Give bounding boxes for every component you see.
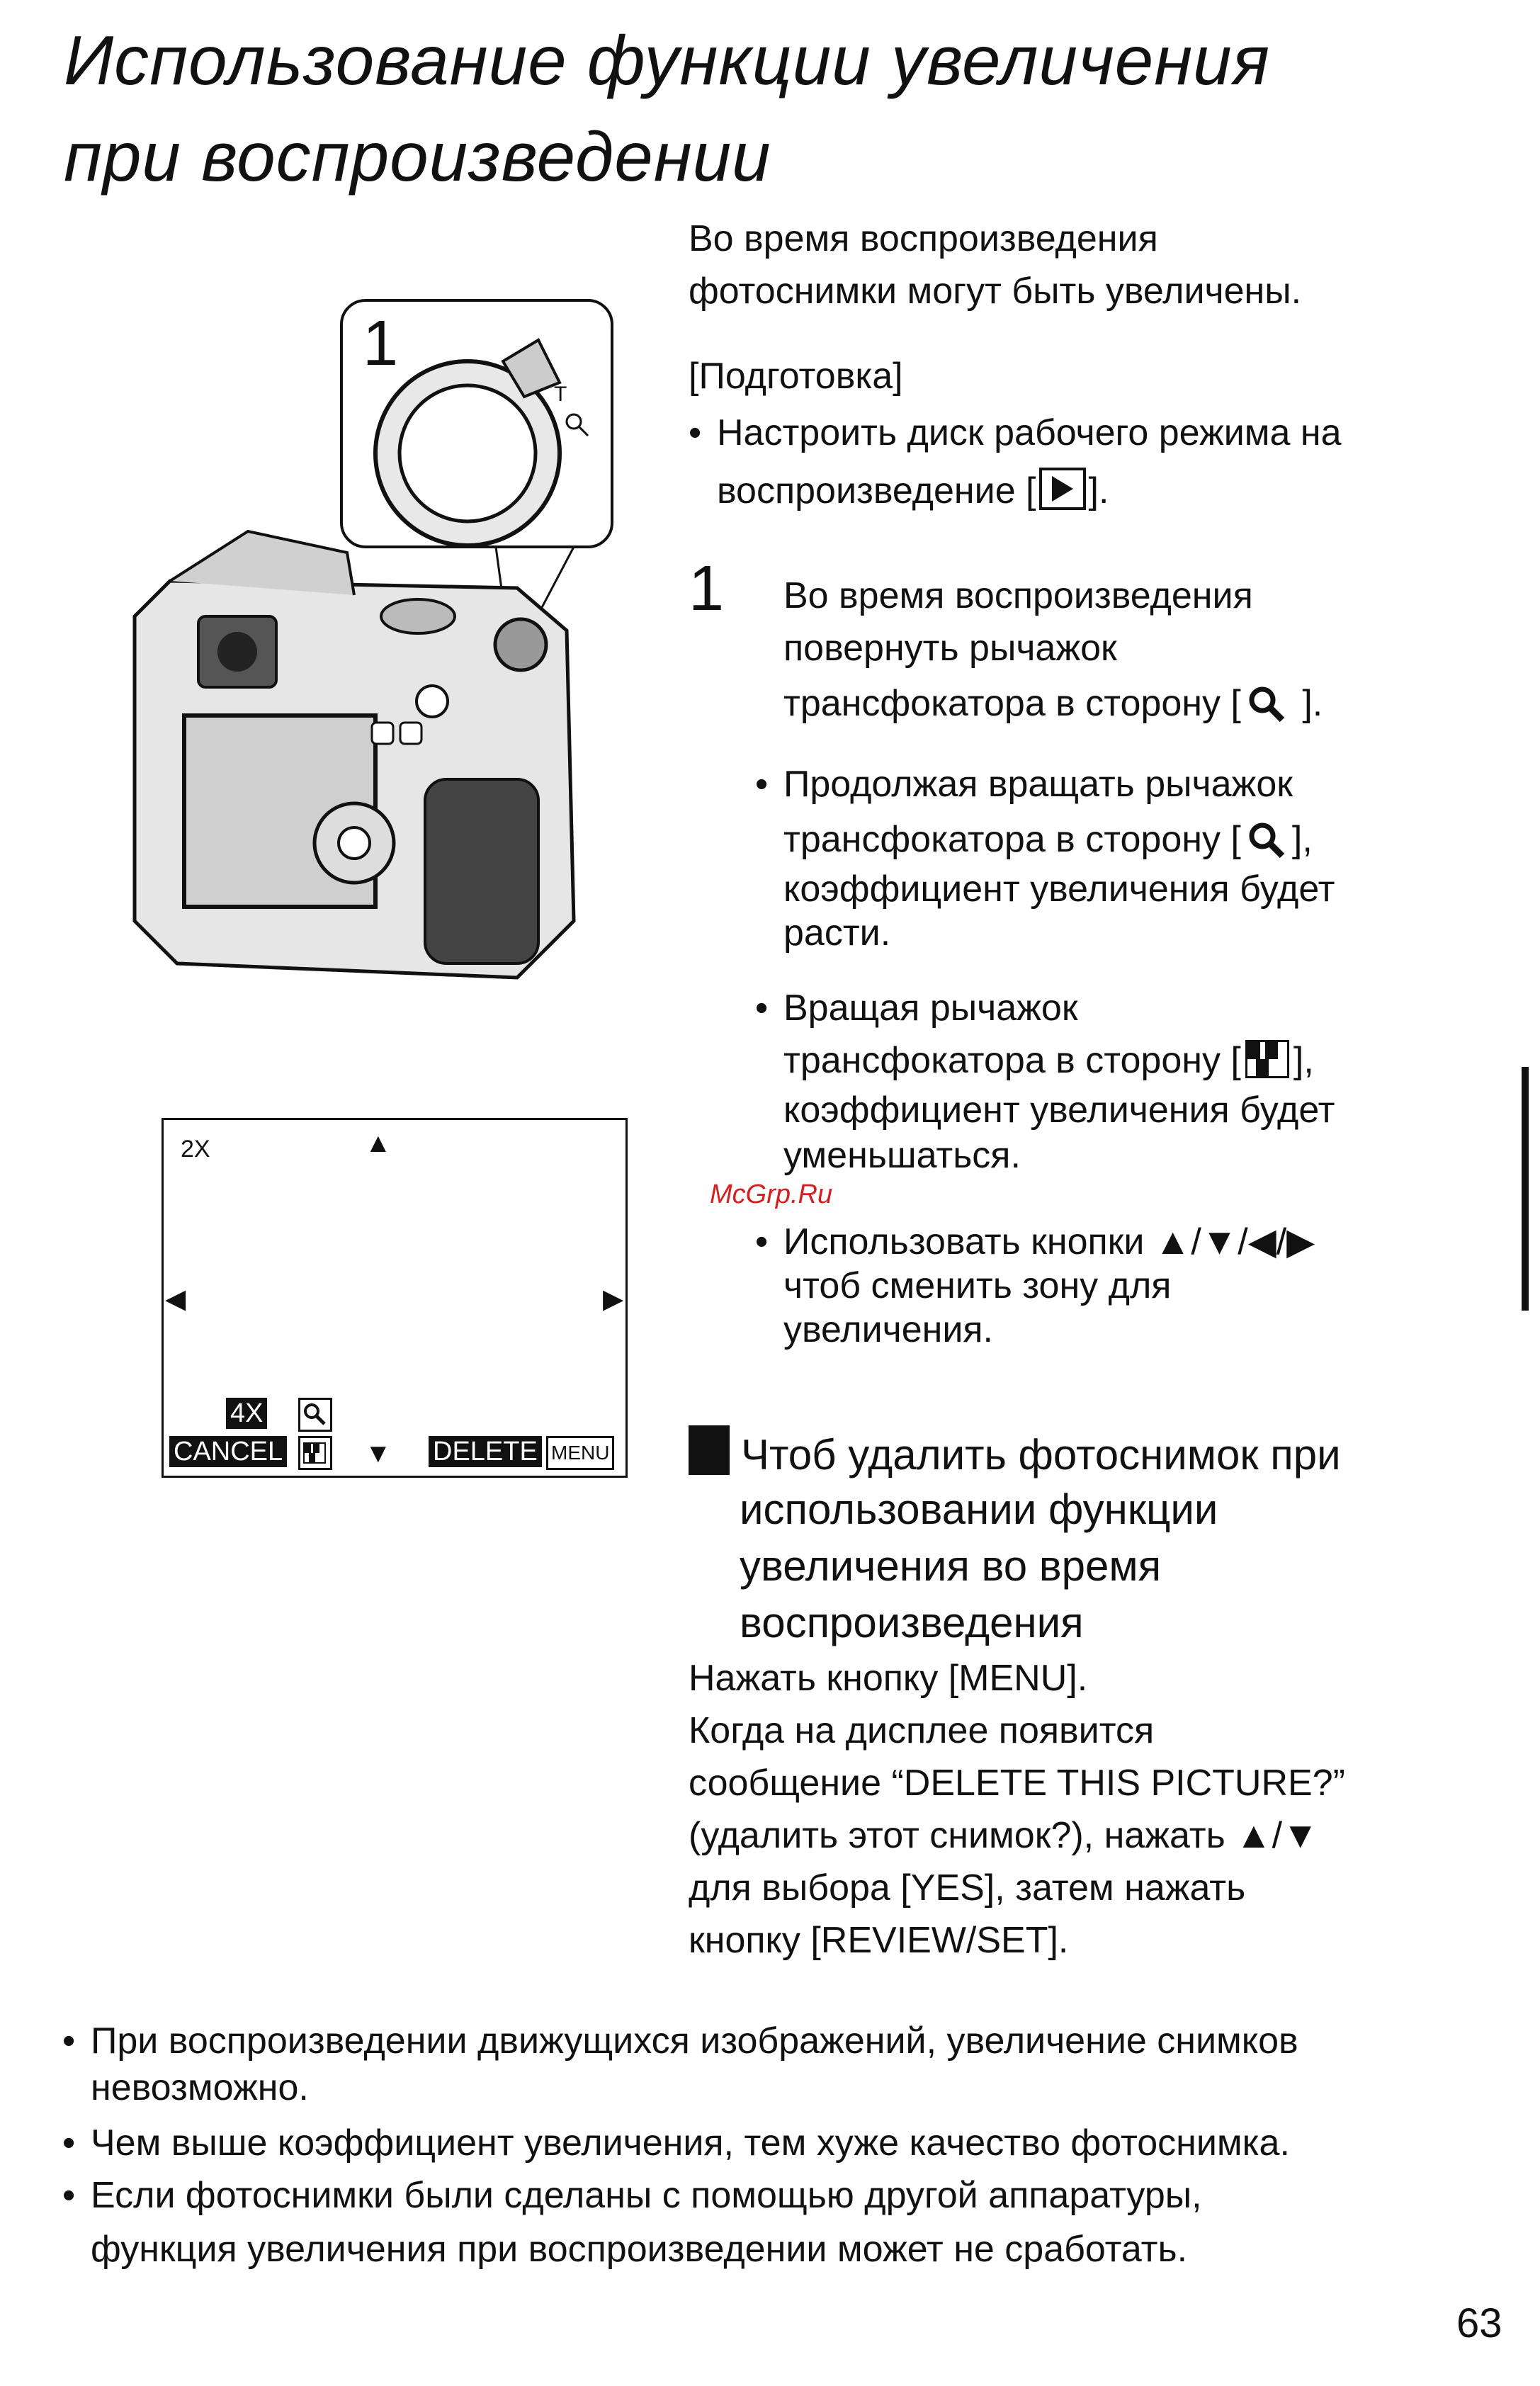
bullet1-line4: расти. <box>783 912 891 954</box>
cancel-label: CANCEL <box>169 1436 287 1467</box>
step1-line3-post: ]. <box>1291 683 1323 724</box>
arrow-right-indicator: ▶ <box>603 1284 624 1314</box>
magnifier-icon <box>1245 819 1288 861</box>
delete-heading-line1 <box>689 1425 1341 1483</box>
camera-illustration <box>120 298 616 992</box>
delete-body-line1: Нажать кнопку [MENU]. <box>689 1658 1088 1699</box>
intro-line2: фотоснимки могут быть увеличены. <box>689 271 1302 312</box>
magnifier-icon <box>300 1400 329 1428</box>
bullet1-line2-post: ], <box>1291 819 1313 860</box>
mode-dial <box>381 599 455 633</box>
page-title-line1: Использование функции увеличения <box>64 21 1271 99</box>
thumbnail-grid-icon <box>303 1442 326 1464</box>
arrow-left-indicator: ◀ <box>165 1284 186 1314</box>
bullet2-line4: уменьшаться. <box>783 1135 1021 1176</box>
zoom-out-key-icon <box>298 1436 332 1470</box>
bullet2-line1: • Вращая рычажок <box>783 982 1078 1034</box>
note-2: • Чем выше коэффициент увеличения, тем хуже качество фотоснимка. <box>91 2118 1290 2168</box>
note-3-line1: • Если фотоснимки были сделаны с помощью другой аппаратуры, <box>91 2171 1202 2220</box>
bullet2-line3: коэффициент увеличения будет <box>783 1090 1335 1131</box>
prep-bullet-line2 <box>717 465 1109 517</box>
prep-bullet-line1: • Настроить диск рабочего режима на <box>717 407 1342 459</box>
bullet3-line1: • Использовать кнопки ▲/▼/◀/▶ <box>783 1216 1315 1268</box>
prep-header: [Подготовка] <box>689 356 903 397</box>
next-zoom-label: 4X <box>226 1398 267 1429</box>
bullet1-line2 <box>783 813 1313 866</box>
bullet2-line2-post: ], <box>1293 1040 1314 1081</box>
delete-body-line4: (удалить этот снимок?), нажать ▲/▼ <box>689 1815 1319 1856</box>
delete-body-line2: Когда на дисплее появится <box>689 1710 1155 1751</box>
intro-line1: Во время воспроизведения <box>689 218 1158 259</box>
arrow-up-indicator: ▲ <box>365 1129 392 1158</box>
bullet2-line2 <box>783 1034 1314 1087</box>
step-number: 1 <box>689 553 725 624</box>
step1-line1: Во время воспроизведения <box>783 575 1253 616</box>
page-title-line2: при воспроизведении <box>64 118 771 196</box>
bullet1-line2-pre: трансфокатора в сторону [ <box>783 819 1241 860</box>
step1-line3 <box>783 677 1323 730</box>
arrow-down-indicator: ▼ <box>365 1439 392 1469</box>
shutter-button <box>495 619 546 670</box>
bullet1-line3: коэффициент увеличения будет <box>783 869 1335 910</box>
watermark: McGrp.Ru <box>710 1180 833 1209</box>
delete-heading-line3: увеличения во время <box>740 1542 1162 1590</box>
note-1-line2: невозможно. <box>91 2067 309 2108</box>
note-3-line2: функция увеличения при воспроизведении может не сработать. <box>91 2229 1188 2270</box>
magnifier-icon <box>1245 683 1288 725</box>
zoom-in-key-icon <box>298 1398 332 1432</box>
menu-key-label: MENU <box>546 1436 614 1470</box>
thumbnail-grid-icon <box>1245 1040 1289 1078</box>
delete-heading-line4: воспроизведения <box>740 1599 1084 1646</box>
lcd-zoom-screen <box>162 1118 628 1478</box>
zoom-tele-label: T <box>554 383 567 406</box>
delete-body-line6: кнопку [REVIEW/SET]. <box>689 1920 1069 1961</box>
prep-line2-post: ]. <box>1088 470 1109 511</box>
play-mode-icon <box>1039 468 1086 510</box>
section-marker-icon <box>689 1425 730 1475</box>
bullet3-line2: чтоб сменить зону для <box>783 1265 1172 1306</box>
step1-line3-pre: трансфокатора в сторону [ <box>783 683 1241 724</box>
bullet3-line3: увеличения. <box>783 1309 994 1350</box>
callout-step-number: 1 <box>363 308 399 379</box>
prep-line2-pre: воспроизведение [ <box>717 470 1036 511</box>
note-1-line1: • При воспроизведении движущихся изображений, увеличение снимков <box>91 2016 1298 2066</box>
bullet1-line1: • Продолжая вращать рычажок <box>783 758 1293 810</box>
delete-body-line3: сообщение “DELETE THIS PICTURE?” <box>689 1763 1345 1804</box>
delete-label: DELETE <box>429 1436 542 1467</box>
page-number: 63 <box>1456 2300 1502 2346</box>
delete-heading-text1: Чтоб удалить фотоснимок при <box>741 1431 1341 1478</box>
grip <box>425 779 538 963</box>
zoom-level-indicator: 2X <box>181 1136 210 1163</box>
delete-heading-line2: использовании функции <box>740 1486 1218 1533</box>
step1-line2: повернуть рычажок <box>783 628 1117 669</box>
page-edge-marker <box>1522 1067 1529 1311</box>
bullet2-line2-pre: трансфокатора в сторону [ <box>783 1040 1241 1081</box>
delete-body-line5: для выбора [YES], затем нажать <box>689 1867 1246 1909</box>
